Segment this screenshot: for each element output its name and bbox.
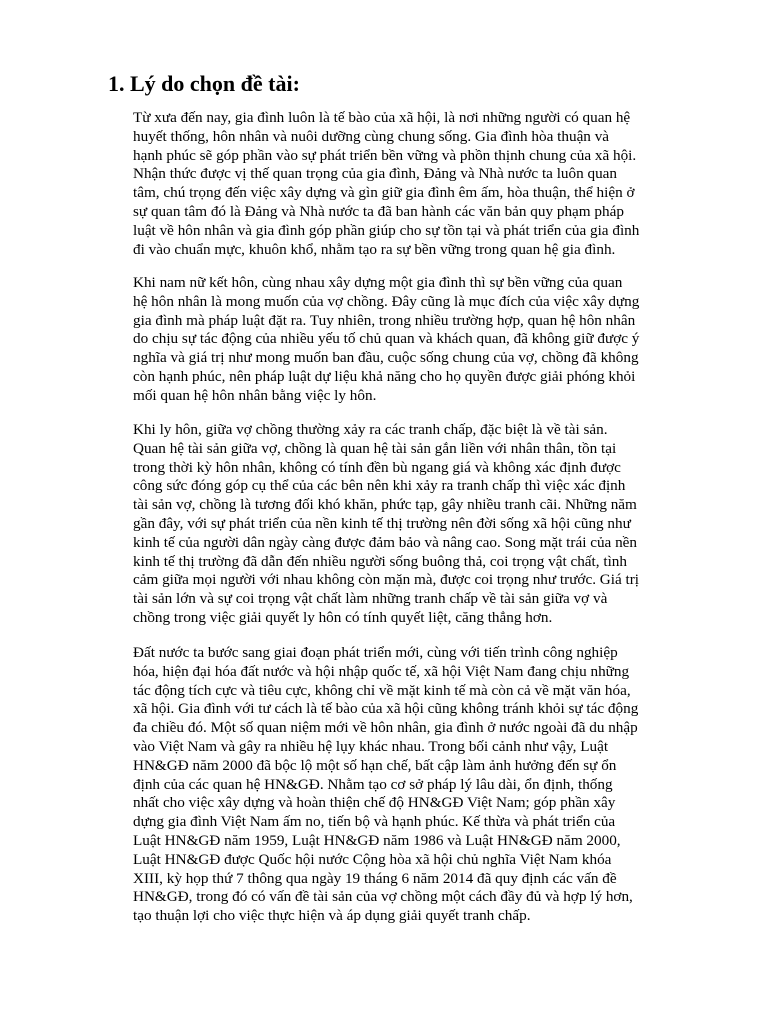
text-line: gần đây, với sự phát triển của nền kinh tế thị trường nên đời sống xã hội cũng như: [133, 514, 631, 532]
text-line: HN&GĐ năm 2000 đã bộc lộ một số hạn chế, bất cập làm ảnh hưởng đến sự ổn: [133, 756, 617, 774]
text-line: định của các quan hệ HN&GĐ. Nhằm tạo cơ sở pháp lý lâu dài, ổn định, thống: [133, 775, 613, 793]
text-line: đi vào chuẩn mực, khuôn khổ, nhằm tạo ra sự bền vững trong quan hệ gia đình.: [133, 240, 616, 258]
text-line: Luật HN&GĐ năm 1959, Luật HN&GĐ năm 1986 và Luật HN&GĐ năm 2000,: [133, 831, 621, 849]
paragraph-3: [133, 421, 693, 628]
text-line: hệ hôn nhân là mong muốn của vợ chồng. Đây cũng là mục đích của việc xây dựng: [133, 292, 640, 310]
text-line: hóa, hiện đại hóa đất nước và hội nhập quốc tế, xã hội Việt Nam đang chịu những: [133, 662, 630, 680]
text-line: HN&GĐ, trong đó có vấn đề tài sản của vợ chồng một cách đầy đủ và hợp lý hơn,: [133, 888, 633, 906]
text-line: do chịu sự tác động của nhiều yếu tố chủ quan và khách quan, đã không giữ được ý: [133, 330, 640, 348]
text-line: kinh tế thị trường đã dẫn đến nhiều người sống buông thả, coi trọng vật chất, tình: [133, 552, 627, 570]
text-line: Khi ly hôn, giữa vợ chồng thường xảy ra các tranh chấp, đặc biệt là về tài sản.: [133, 421, 608, 438]
text-line: hạnh phúc sẽ góp phần vào sự phát triển bền vững và phồn thịnh chung của xã hội.: [133, 146, 637, 164]
paragraph-2: [133, 274, 693, 406]
text-line: nghĩa và giá trị như mong muốn ban đầu, cuộc sống chung của vợ, chồng đã không: [133, 349, 639, 367]
text-line: kinh tế của người dân ngày càng được đảm bảo và nâng cao. Song mặt trái của nền: [133, 533, 638, 551]
text-line: tài sản vợ, chồng là tương đối khó khăn, phức tạp, gây nhiều tranh cãi. Những năm: [133, 496, 637, 514]
text-line: huyết thống, hôn nhân và nuôi dưỡng cùng chung sống. Gia đình hòa thuận và: [133, 127, 610, 145]
text-line: Luật HN&GĐ được Quốc hội nước Cộng hòa xã hội chủ nghĩa Việt Nam khóa: [133, 850, 612, 868]
text-line: mối quan hệ hôn nhân bằng việc ly hôn.: [133, 386, 377, 404]
text-line: Khi nam nữ kết hôn, cùng nhau xây dựng một gia đình thì sự bền vững của quan: [133, 274, 623, 291]
text-line: tác động tích cực và tiêu cực, không chỉ về mặt kinh tế mà còn cả về mặt văn hóa,: [133, 681, 631, 699]
text-line: gia đình mà pháp luật đặt ra. Tuy nhiên, trong nhiều trường hợp, quan hệ hôn nhân: [133, 311, 636, 329]
text-line: còn hạnh phúc, nên pháp luật dự liệu khả năng cho họ quyền được giải phóng khỏi: [133, 367, 636, 385]
text-line: xã hội. Gia đình với tư cách là tế bào của xã hội cũng không tránh khỏi sự tác động: [133, 700, 639, 718]
text-line: Quan hệ tài sản giữa vợ, chồng là quan hệ tài sản gắn liền với nhân thân, tồn tại: [133, 439, 617, 457]
text-line: cảm giữa mọi người với nhau không còn mặn mà, được coi trọng như trước. Giá trị: [133, 571, 640, 589]
paragraph-1: [133, 109, 693, 259]
text-line: sự quan tâm đó là Đảng và Nhà nước ta đã ban hành các văn bản quy phạm pháp: [133, 202, 624, 220]
text-line: tâm, chú trọng đến việc xây dựng và gìn giữ gia đình êm ấm, hòa thuận, thể hiện ở: [133, 184, 635, 202]
text-line: nhất cho việc xây dựng và hoàn thiện chế độ HN&GĐ Việt Nam; góp phần xây: [133, 794, 616, 812]
text-line: tạo thuận lợi cho việc thực hiện và áp dụng giải quyết tranh chấp.: [133, 907, 531, 925]
text-line: luật về hôn nhân và gia đình góp phần giúp cho sự tồn tại và phát triển của gia đình: [133, 221, 640, 239]
text-line: vào Việt Nam và gây ra nhiều hệ lụy khác nhau. Trong bối cảnh như vậy, Luật: [133, 737, 609, 755]
text-line: đa chiều đó. Một số quan niệm mới về hôn nhân, gia đình ở nước ngoài đã du nhập: [133, 719, 638, 737]
paragraph-4: [133, 644, 693, 926]
text-line: Đất nước ta bước sang giai đoạn phát triển mới, cùng với tiến trình công nghiệp: [133, 644, 618, 661]
text-line: dựng gia đình Việt Nam ấm no, tiến bộ và hạnh phúc. Kế thừa và phát triển của: [133, 813, 616, 831]
section-heading: 1. Lý do chọn đề tài:: [108, 71, 300, 96]
text-line: Nhận thức được vị thế quan trọng của gia đình, Đảng và Nhà nước ta luôn quan: [133, 165, 618, 183]
text-line: trong thời kỳ hôn nhân, không có tính đền bù ngang giá và không xác định được: [133, 458, 621, 476]
text-line: tài sản lớn và sự coi trọng vật chất làm những tranh chấp về tài sản giữa vợ và: [133, 590, 608, 608]
text-line: XIII, kỳ họp thứ 7 thông qua ngày 19 tháng 6 năm 2014 đã quy định các vấn đề: [133, 869, 617, 887]
text-line: chồng trong việc giải quyết ly hôn có tính quyết liệt, căng thẳng hơn.: [133, 608, 553, 626]
text-line: Từ xưa đến nay, gia đình luôn là tế bào của xã hội, là nơi những người có quan hệ: [133, 109, 631, 126]
text-line: công sức đóng góp cụ thể của các bên nên khi xảy ra tranh chấp thì việc xác định: [133, 477, 626, 495]
